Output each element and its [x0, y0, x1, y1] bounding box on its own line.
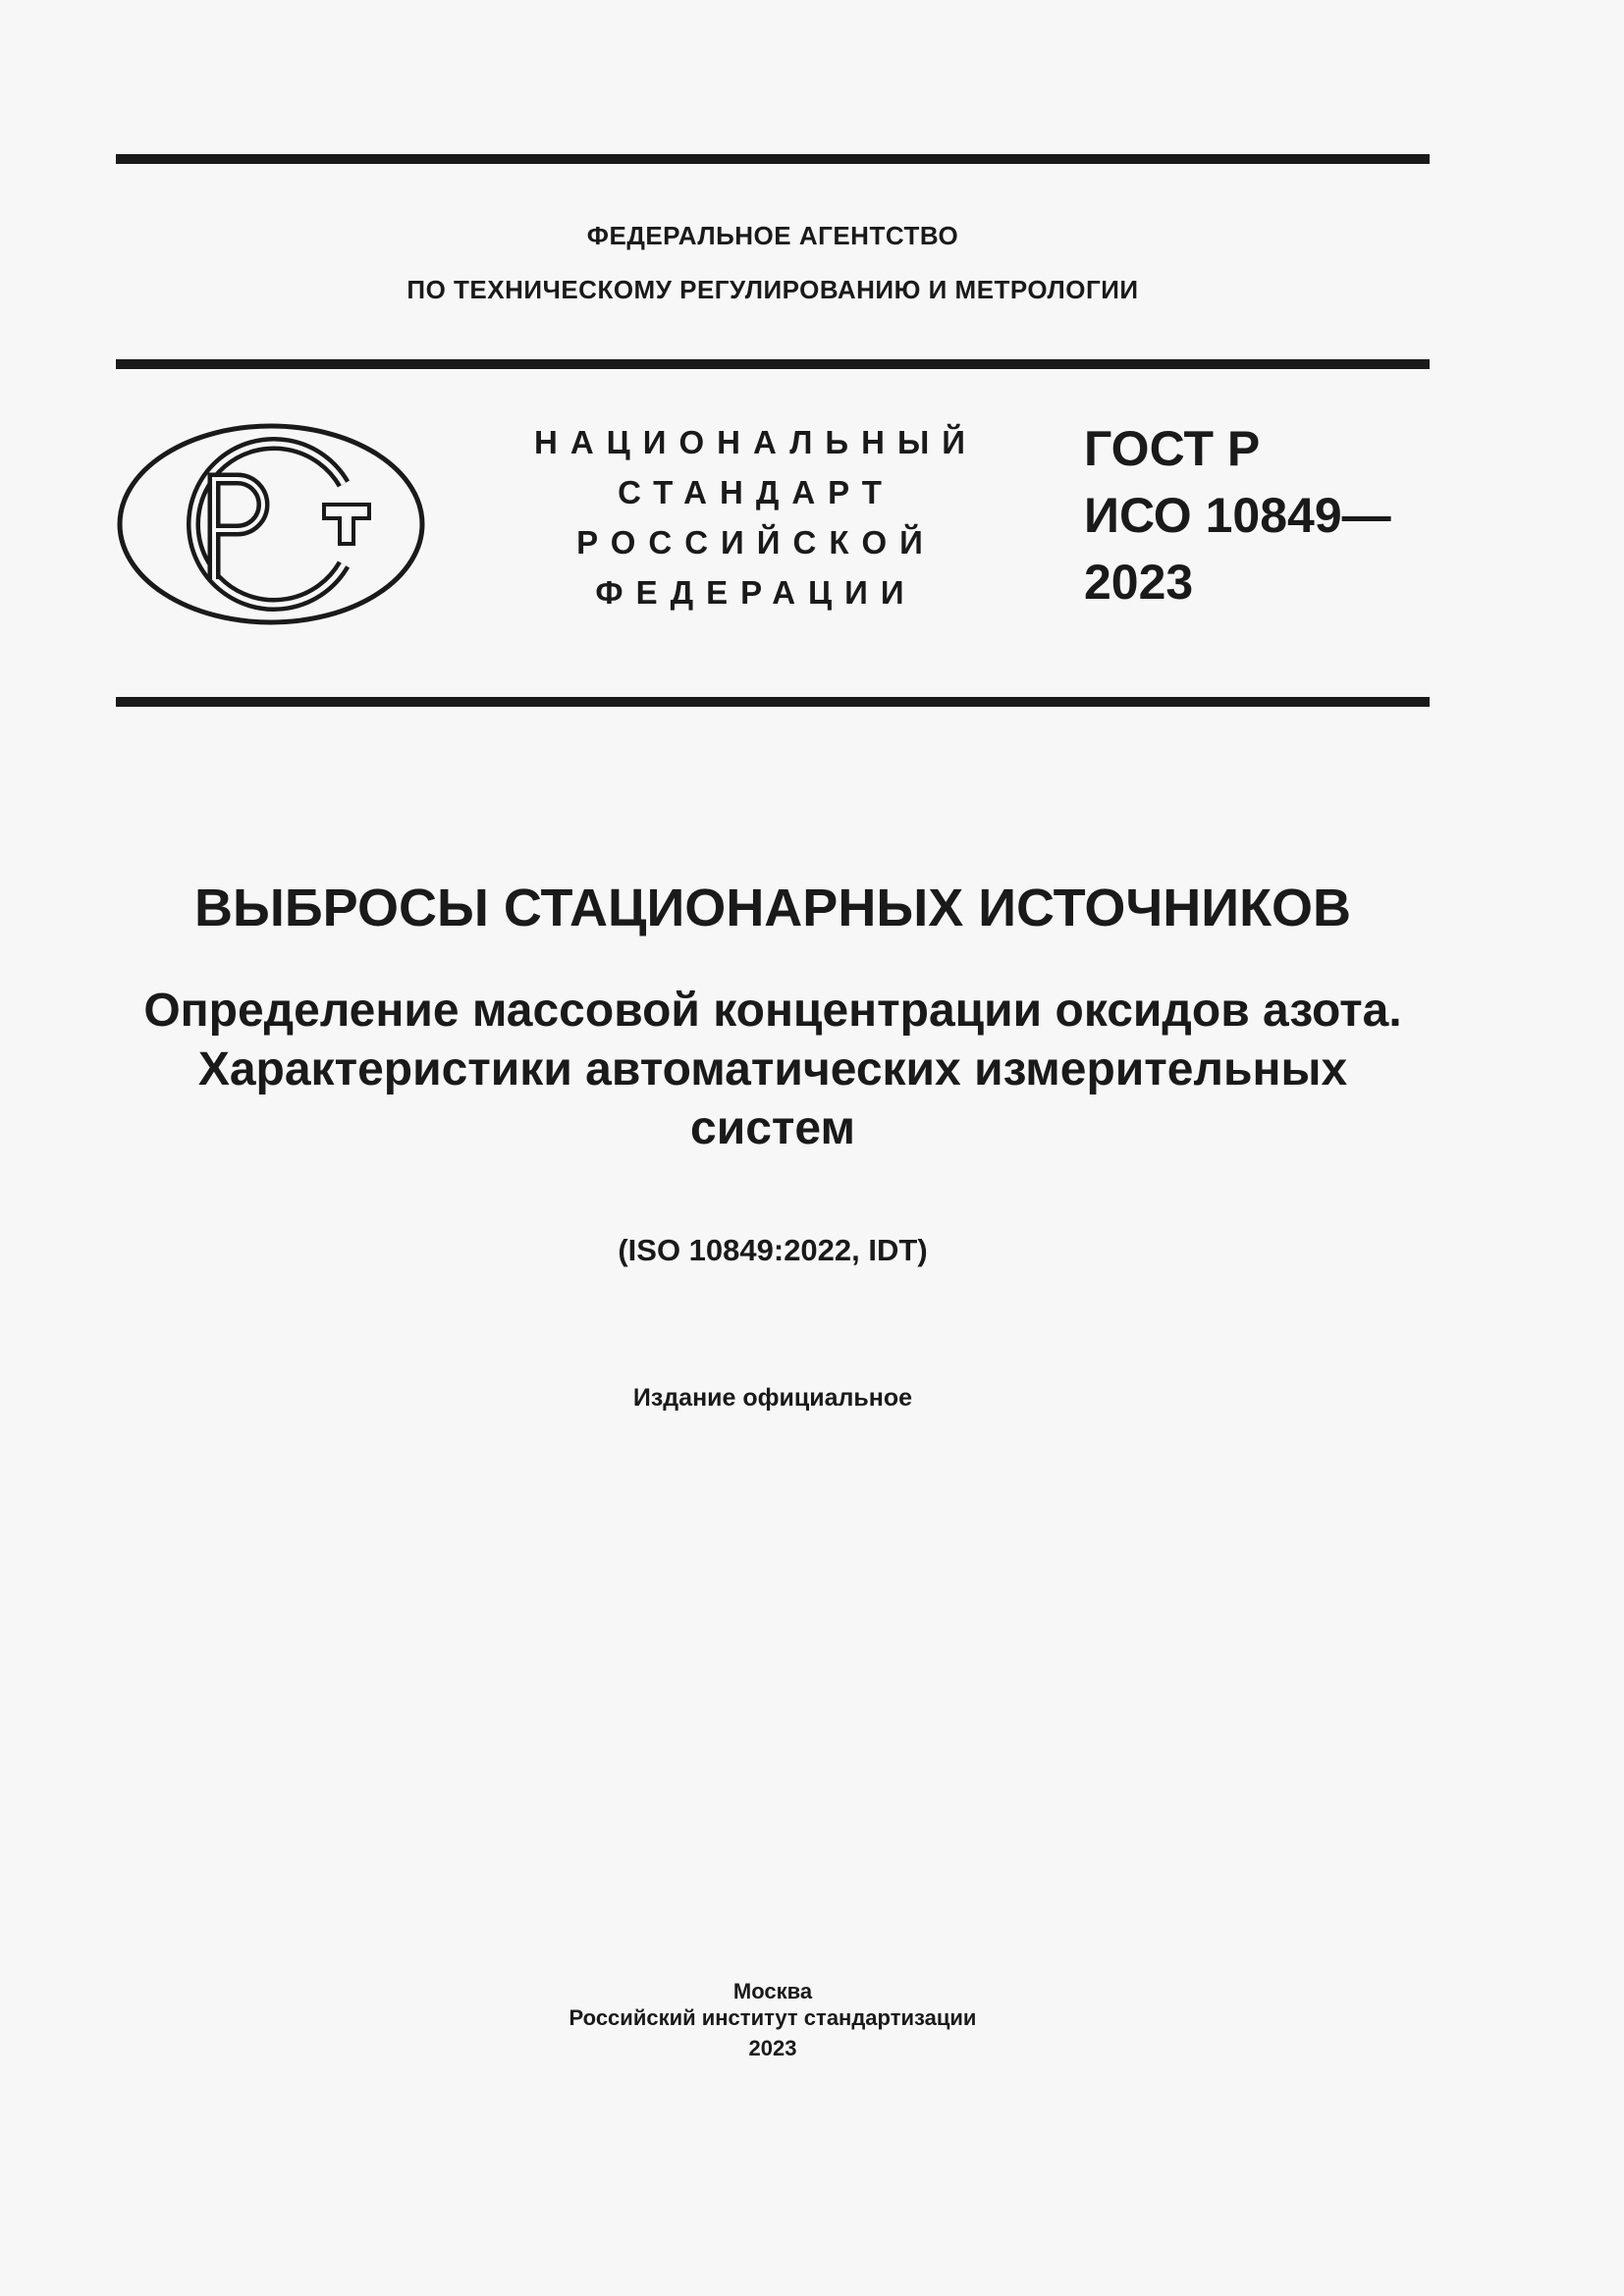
agency-line-2: ПО ТЕХНИЧЕСКОМУ РЕГУЛИРОВАНИЮ И МЕТРОЛОГИИ — [406, 275, 1139, 304]
subtitle-line-1: Определение массовой концентрации оксидов азота. — [143, 985, 1402, 1037]
designation-line-3: 2023 — [1084, 555, 1194, 610]
iso-reference: (ISO 10849:2022, IDT) — [618, 1233, 928, 1267]
designation-line-1: ГОСТ Р — [1084, 421, 1261, 476]
national-standard-line-4: ФЕДЕРАЦИИ — [595, 574, 917, 611]
document-title: ВЫБРОСЫ СТАЦИОНАРНЫХ ИСТОЧНИКОВ — [193, 879, 1352, 937]
top-rule — [116, 154, 1430, 164]
header-bottom-rule — [116, 697, 1430, 707]
subtitle-line-2: Характеристики автоматических измерительных — [197, 1043, 1348, 1095]
agency-line-1: ФЕДЕРАЛЬНОЕ АГЕНТСТВО — [586, 221, 959, 250]
rst-logo-icon — [116, 422, 426, 626]
imprint-publisher: Российский институт стандартизации — [568, 2005, 977, 2030]
subtitle-line-3: систем — [690, 1102, 855, 1154]
national-standard-line-1: НАЦИОНАЛЬНЫЙ — [534, 424, 978, 460]
designation-line-2: ИСО 10849— — [1084, 488, 1391, 543]
national-standard-line-3: РОССИЙСКОЙ — [576, 524, 936, 561]
header-rule — [116, 359, 1430, 369]
national-standard-line-2: СТАНДАРТ — [618, 474, 894, 510]
imprint-city: Москва — [732, 1979, 813, 2003]
imprint-year: 2023 — [748, 2036, 797, 2060]
edition-label: Издание официальное — [632, 1384, 913, 1412]
